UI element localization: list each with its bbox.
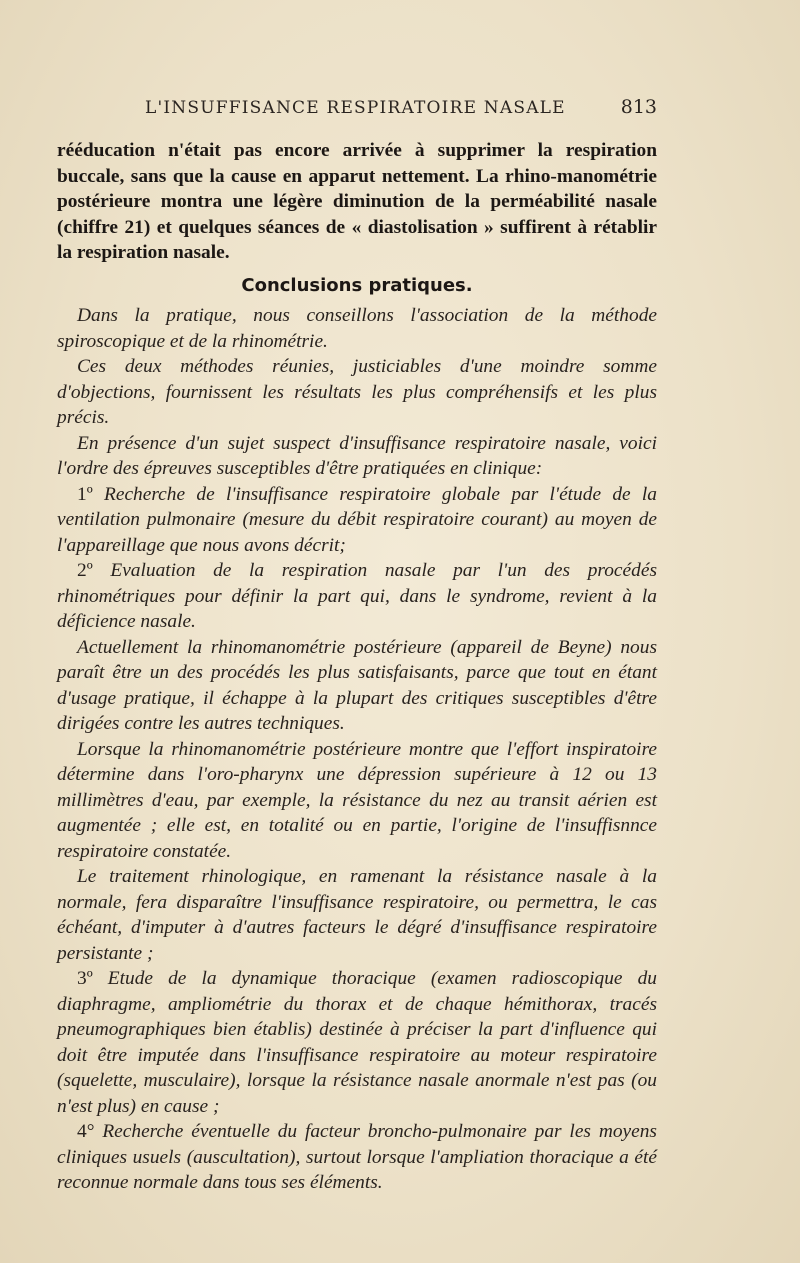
running-header: L'INSUFFISANCE RESPIRATOIRE NASALE (145, 98, 566, 118)
page-number: 813 (620, 96, 657, 118)
paragraph-text: Recherche éventuelle du facteur broncho-pulmonaire par les moyens cliniques usuels (auscultation), surtout lorsque l'ampliation thoracique a été reconnue normale dans tous ses éléments. (57, 1121, 657, 1193)
paragraph-text: Recherche de l'insuffisance respiratoire globale par l'étude de la ventilation pulmonaire (mesure du débit respiratoire courant) au moyen de l'appareillage que nous avons décrit; (57, 483, 657, 556)
paragraph-3 (57, 431, 657, 482)
paragraph-9 (57, 966, 657, 1119)
paragraph-7 (57, 737, 657, 865)
paragraph-text: Le traitement rhinologique, en ramenant la résistance nasale à la normale, fera disparaître l'insuffisance respiratoire, ou permettra, le cas échéant, d'imputer à d'autres facteurs le dégré d'insuffisance respiratoire persistante ; (57, 866, 657, 964)
intro-paragraph: rééducation n'était pas encore arrivée à supprimer la respiration buccale, sans que la cause en apparut nettement. La rhino-manométrie postérieure montra une légère diminution de la perméabilité nasale (chiffre 21) et quelques séances de « diastolisation » suffirent à rétablir la respiration nasale. (57, 140, 657, 263)
paragraph-5 (57, 558, 657, 635)
paragraph-number: 1º (77, 483, 93, 505)
paragraph-10 (57, 1119, 657, 1196)
paragraph-8 (57, 864, 657, 966)
paragraph-text: Etude de la dynamique thoracique (examen radioscopique du diaphragme, ampliométrie du thorax et de chaque hémithorax, tracés pneumographiques bien établis) destinée à préciser la part d'influence qui doit être imputée dans l'insuffisance respiratoire au moteur respiratoire (squelette, musculaire), lorsque la résistance nasale anormale n'est pas (ou n'est plus) en cause ; (57, 968, 657, 1117)
paragraph-1 (57, 303, 657, 354)
paragraph-text: Dans la pratique, nous conseillons l'association de la méthode spiroscopique et de la rhinométrie. (57, 305, 657, 352)
paragraph-number: 2º (77, 560, 93, 581)
paragraph-number: 4° (77, 1121, 95, 1142)
paragraph-2 (57, 354, 657, 431)
paragraph-number: 3º (77, 968, 93, 989)
page-body (57, 138, 657, 1196)
paragraph-text: Lorsque la rhinomanométrie postérieure montre que l'effort inspiratoire détermine dans l'oro-pharynx une dépression supérieure à 12 ou 13 millimètres d'eau, par exemple, la résistance du nez au transit aérien est augmentée ; elle est, en totalité ou en partie, l'origine de l'insuffisnnce respiratoire constatée. (57, 738, 657, 862)
paragraph-4 (57, 482, 657, 559)
paragraph-text: En présence d'un sujet suspect d'insuffisance respiratoire nasale, voici l'ordre des épreuves susceptibles d'être pratiquées en clinique: (57, 432, 657, 479)
paragraph-text: Actuellement la rhinomanométrie postérieure (appareil de Beyne) nous paraît être un des procédés les plus satisfaisants, parce que tout en étant d'usage pratique, il échappe à la plupart des critiques susceptibles d'être dirigées contre les autres techniques. (57, 636, 657, 734)
section-title: Conclusions pratiques. (241, 274, 473, 296)
paragraph-text: Ces deux méthodes réunies, justiciables d'une moindre somme d'objections, fournissent les résultats les plus compréhensifs et les plus précis. (57, 356, 657, 428)
paragraph-6 (57, 635, 657, 737)
paragraph-text: Evaluation de la respiration nasale par l'un des procédés rhinométriques pour définir la part qui, dans le syndrome, revient à la déficience nasale. (57, 560, 657, 632)
